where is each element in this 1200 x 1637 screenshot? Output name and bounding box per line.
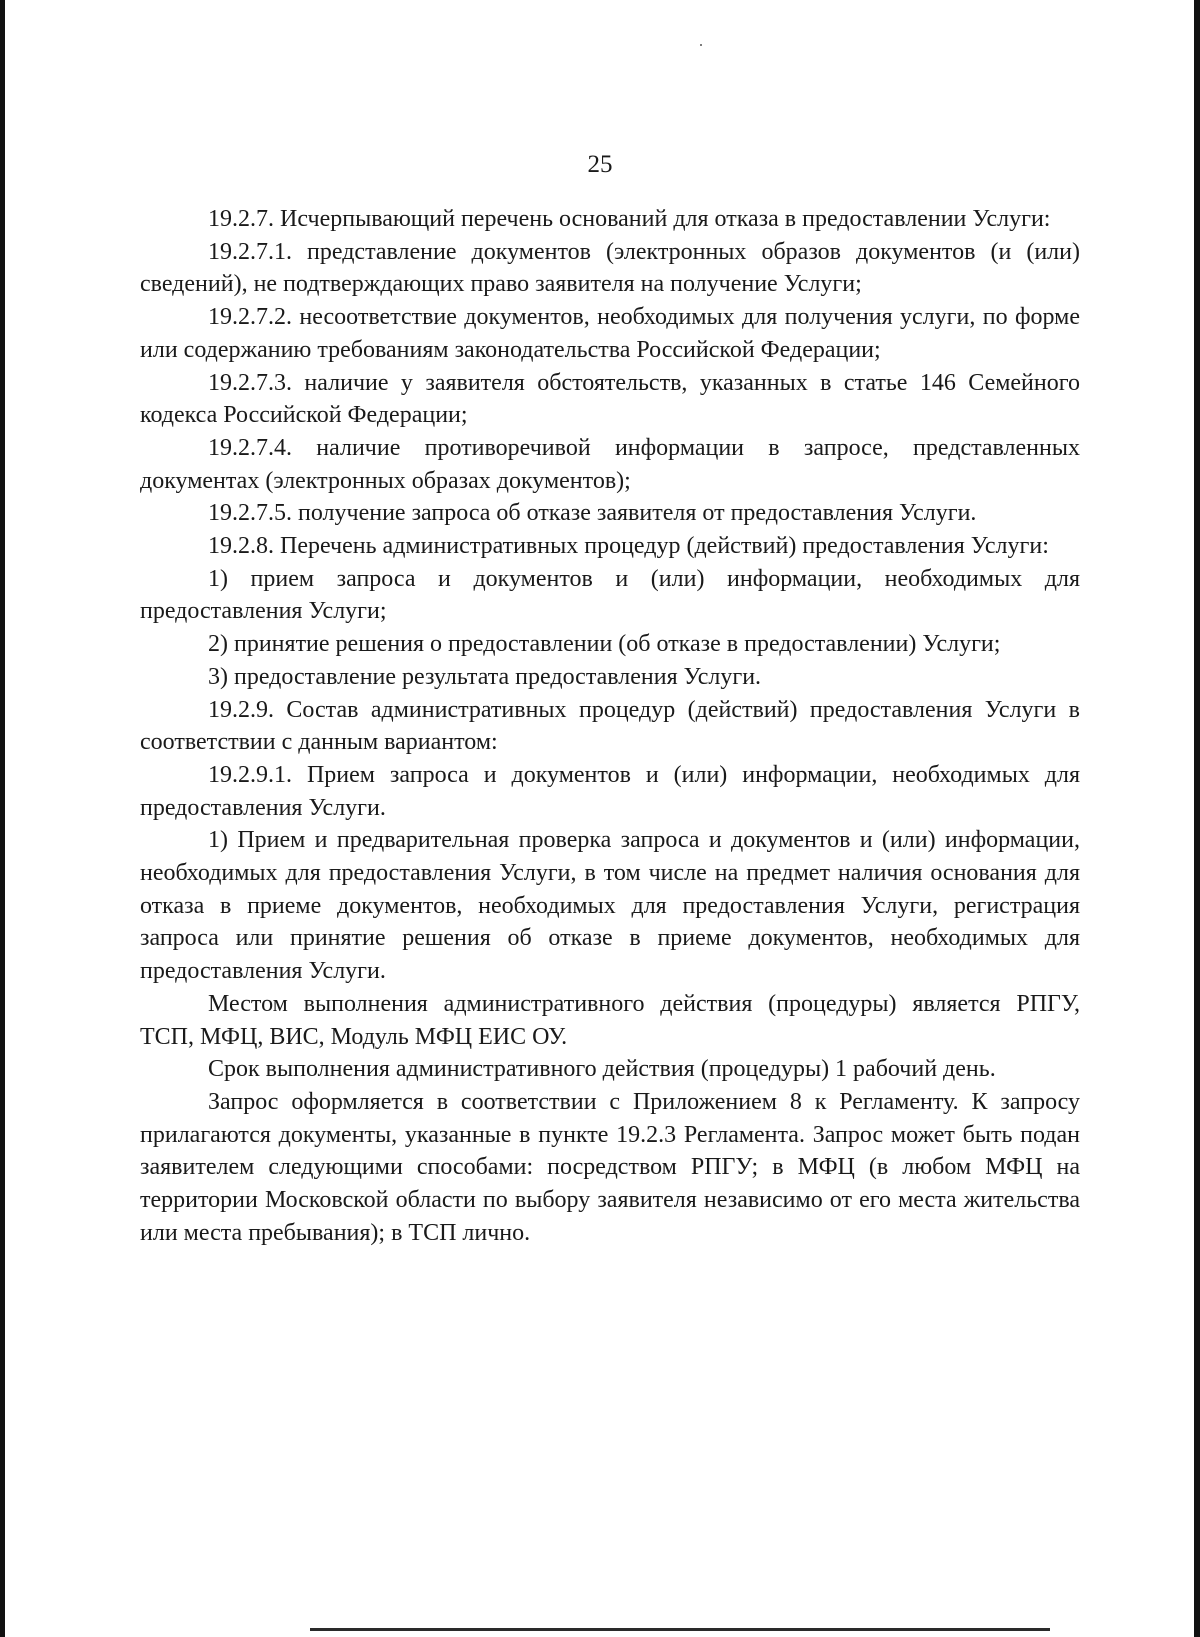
paragraph-19-2-7-3: 19.2.7.3. наличие у заявителя обстоятельств, указанных в статье 146 Семейного кодекса Российской Федерации; [140,369,1080,429]
paragraph-19-2-7: 19.2.7. Исчерпывающий перечень оснований для отказа в предоставлении Услуги: [208,206,1051,232]
paragraph-request-submission: Запрос оформляется в соответствии с Приложением 8 к Регламенту. К запросу прилагаются документы, указанные в пункте 19.2.3 Регламента. Запрос может быть подан заявителем следующими способами: посредством РПГУ; в МФЦ (в любом МФЦ на территории Московской области по выбору заявителя независимо от его места жительства или места пребывания); в ТСП лично. [140,1088,1080,1246]
list-item-3: 3) предоставление результата предоставления Услуги. [208,663,762,690]
procedure-item-1: 1) Прием и предварительная проверка запроса и документов и (или) информации, необходимых для предоставления Услуги, в том числе на предмет наличия основания для отказа в приеме документов, необходимых для предоставления Услуги, регистрация запроса или принятие решения об отказе в приеме документов, необходимых для предоставления Услуги. [140,827,1080,985]
scan-speck [700,44,702,46]
paragraph-19-2-9: 19.2.9. Состав административных процедур (действий) предоставления Услуги в соответствии с данным вариантом: [140,696,1080,756]
paragraph-19-2-7-4: 19.2.7.4. наличие противоречивой информации в запросе, представленных документах (электронных образах документов); [140,434,1080,494]
paragraph-place-of-execution: Местом выполнения административного действия (процедуры) является РПГУ, ТСП, МФЦ, ВИС, Модуль МФЦ ЕИС ОУ. [140,990,1080,1050]
paragraph-19-2-9-1: 19.2.9.1. Прием запроса и документов и (или) информации, необходимых для предоставления Услуги. [140,761,1080,821]
paragraph-19-2-7-5: 19.2.7.5. получение запроса об отказе заявителя от предоставления Услуги. [208,500,977,527]
document-body [140,203,1080,1250]
paragraph-19-2-7-1: 19.2.7.1. представление документов (электронных образов документов (и (или) сведений), не подтверждающих право заявителя на получение Услуги; [140,238,1080,298]
paragraph-19-2-8: 19.2.8. Перечень административных процедур (действий) предоставления Услуги: [208,533,1049,560]
scan-edge-left [0,0,5,1637]
paragraph-19-2-7-2: 19.2.7.2. несоответствие документов, необходимых для получения услуги, по форме или содержанию требованиям законодательства Российской Федерации; [140,304,1080,363]
scan-edge-right [1194,0,1200,1637]
scan-bottom-line [310,1628,1050,1631]
page-number: 25 [587,151,613,178]
list-item-2: 2) принятие решения о предоставлении (об отказе в предоставлении) Услуги; [208,631,1001,658]
paragraph-execution-term: Срок выполнения административного действия (процедуры) 1 рабочий день. [208,1056,996,1083]
list-item-1: 1) прием запроса и документов и (или) информации, необходимых для предоставления Услуги; [140,565,1080,625]
